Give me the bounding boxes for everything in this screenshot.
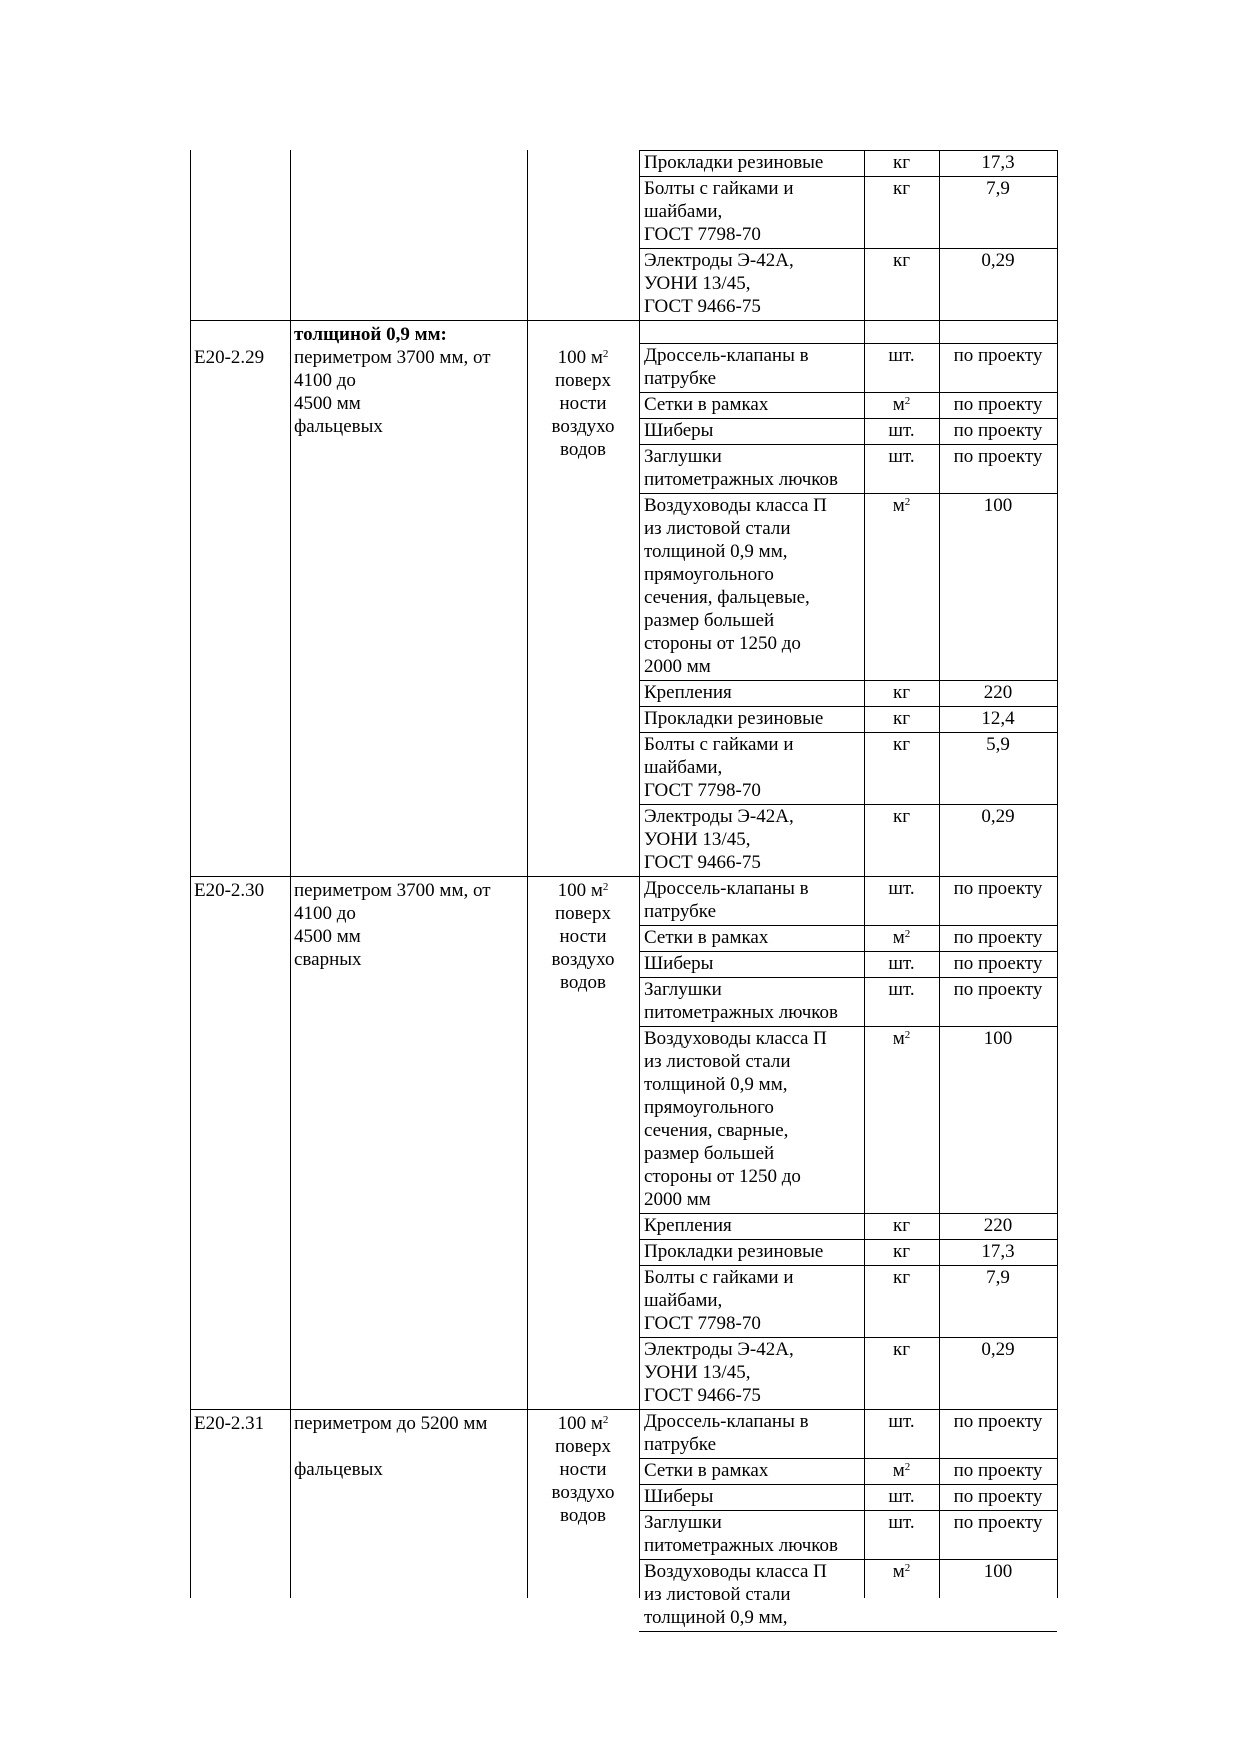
norm-unit-line: воздухо — [551, 416, 615, 437]
column-divider-unit — [639, 150, 640, 1598]
resource-name: Электроды Э-42А, — [644, 250, 794, 271]
norm-unit-line: поверх — [555, 1436, 611, 1457]
resource-name: УОНИ 13/45, — [644, 1362, 751, 1383]
resource-name: ГОСТ 7798-70 — [644, 1313, 761, 1334]
resource-quantity: 100 — [983, 495, 1013, 516]
resource-name: патрубке — [644, 368, 717, 389]
norm-unit-line: поверх — [555, 903, 611, 924]
resource-name: Воздуховоды класса П — [644, 1028, 827, 1049]
resource-unit: шт. — [888, 953, 915, 974]
resource-quantity: по проекту — [953, 953, 1043, 974]
norm-title-line: периметром до 5200 мм — [294, 1413, 488, 1434]
resource-quantity: по проекту — [953, 1486, 1043, 1507]
resource-name: толщиной 0,9 мм, — [644, 541, 788, 562]
norm-title-line: сварных — [294, 949, 362, 970]
resource-name: 2000 мм — [644, 656, 711, 677]
column-divider-measure — [939, 150, 940, 1598]
norm-unit-line: ности — [559, 926, 607, 947]
resource-name: Прокладки резиновые — [644, 708, 824, 729]
resource-quantity: 5,9 — [986, 734, 1010, 755]
norm-title-line: 4500 мм — [294, 393, 361, 414]
resource-unit: кг — [892, 178, 911, 199]
resource-name: толщиной 0,9 мм, — [644, 1074, 788, 1095]
resource-name: 2000 мм — [644, 1189, 711, 1210]
resource-name: из листовой стали — [644, 1051, 791, 1072]
resource-name: толщиной 0,9 мм, — [644, 1607, 788, 1628]
norm-code: Е20-2.30 — [194, 880, 265, 901]
resource-name: Сетки в рамках — [644, 394, 769, 415]
column-divider-resource — [864, 150, 865, 1598]
resource-quantity: 17,3 — [981, 152, 1015, 173]
resource-name: Воздуховоды класса П — [644, 1561, 827, 1582]
resource-unit: кг — [892, 734, 911, 755]
column-divider-code — [290, 150, 291, 1598]
resource-name: сечения, сварные, — [644, 1120, 789, 1141]
resource-unit: шт. — [888, 345, 915, 366]
resource-name: стороны от 1250 до — [644, 633, 801, 654]
resource-quantity: 17,3 — [981, 1241, 1015, 1262]
resource-name: Заглушки — [644, 979, 722, 1000]
resource-quantity: по проекту — [953, 1512, 1043, 1533]
resource-name: Прокладки резиновые — [644, 152, 824, 173]
norm-unit-line: 100 $м^2$ — [557, 880, 609, 901]
norm-code: Е20-2.31 — [194, 1413, 265, 1434]
resource-unit: кг — [892, 708, 911, 729]
resource-quantity: 220 — [983, 1215, 1013, 1236]
resource-name: Крепления — [644, 1215, 732, 1236]
resource-name: питометражных лючков — [644, 469, 839, 490]
norm-unit-line: водов — [560, 1505, 606, 1526]
table-border-right — [1057, 150, 1058, 1598]
resource-name: прямоугольного — [644, 564, 774, 585]
norm-title-line: 4500 мм — [294, 926, 361, 947]
resource-unit: кг — [892, 1215, 911, 1236]
resource-name: питометражных лючков — [644, 1002, 839, 1023]
resource-name: патрубке — [644, 901, 717, 922]
norm-unit-line: воздухо — [551, 1482, 615, 1503]
resource-quantity: по проекту — [953, 878, 1043, 899]
resource-name: Болты с гайками и — [644, 178, 794, 199]
resource-quantity: 0,29 — [981, 806, 1015, 827]
norm-unit-line: воздухо — [551, 949, 615, 970]
resource-name: Дроссель-клапаны в — [644, 1411, 809, 1432]
resource-unit: кг — [892, 152, 911, 173]
norm-unit-line: ности — [559, 1459, 607, 1480]
resource-unit: $м^2$ — [892, 1028, 911, 1049]
resource-name: прямоугольного — [644, 1097, 774, 1118]
resource-quantity: 220 — [983, 682, 1013, 703]
norm-unit-line: водов — [560, 972, 606, 993]
resource-unit: шт. — [888, 1512, 915, 1533]
resource-quantity: по проекту — [953, 420, 1043, 441]
resource-unit: шт. — [888, 979, 915, 1000]
resource-unit: шт. — [888, 878, 915, 899]
resource-quantity: по проекту — [953, 446, 1043, 467]
resource-name: Заглушки — [644, 446, 722, 467]
resource-name: ГОСТ 7798-70 — [644, 224, 761, 245]
resource-name: из листовой стали — [644, 518, 791, 539]
resource-name: Электроды Э-42А, — [644, 1339, 794, 1360]
resource-name: Сетки в рамках — [644, 1460, 769, 1481]
resource-name: Заглушки — [644, 1512, 722, 1533]
resource-name: из листовой стали — [644, 1584, 791, 1605]
resource-unit: кг — [892, 806, 911, 827]
resource-name: Шиберы — [644, 1486, 714, 1507]
resource-name: Болты с гайками и — [644, 734, 794, 755]
resource-name: УОНИ 13/45, — [644, 273, 751, 294]
resource-name: шайбами, — [644, 757, 723, 778]
resource-name: Дроссель-клапаны в — [644, 345, 809, 366]
resource-unit: $м^2$ — [892, 495, 911, 516]
norm-unit-line: водов — [560, 439, 606, 460]
resource-quantity: по проекту — [953, 927, 1043, 948]
resource-name: шайбами, — [644, 201, 723, 222]
resource-unit: $м^2$ — [892, 394, 911, 415]
resource-unit: шт. — [888, 446, 915, 467]
resource-quantity: 100 — [983, 1561, 1013, 1582]
norm-title-line: фальцевых — [294, 416, 383, 437]
norm-title-line: фальцевых — [294, 1459, 383, 1480]
resource-name: размер большей — [644, 610, 775, 631]
resource-unit: кг — [892, 1241, 911, 1262]
resource-quantity: по проекту — [953, 1460, 1043, 1481]
resource-unit: $м^2$ — [892, 927, 911, 948]
resource-name: ГОСТ 7798-70 — [644, 780, 761, 801]
resource-unit: кг — [892, 250, 911, 271]
resource-unit: кг — [892, 682, 911, 703]
resource-name: ГОСТ 9466-75 — [644, 852, 761, 873]
resource-unit: кг — [892, 1339, 911, 1360]
resource-name: стороны от 1250 до — [644, 1166, 801, 1187]
resource-unit: шт. — [888, 1411, 915, 1432]
resource-unit: $м^2$ — [892, 1460, 911, 1481]
norm-unit-line: поверх — [555, 370, 611, 391]
resource-name: Воздуховоды класса П — [644, 495, 827, 516]
resource-quantity: по проекту — [953, 1411, 1043, 1432]
resource-name: размер большей — [644, 1143, 775, 1164]
resource-name: сечения, фальцевые, — [644, 587, 810, 608]
resource-quantity: 12,4 — [981, 708, 1015, 729]
resource-quantity: 0,29 — [981, 250, 1015, 271]
norm-unit-line: ности — [559, 393, 607, 414]
resource-name: УОНИ 13/45, — [644, 829, 751, 850]
resource-quantity: по проекту — [953, 394, 1043, 415]
resource-name: Дроссель-клапаны в — [644, 878, 809, 899]
resource-name: шайбами, — [644, 1290, 723, 1311]
group-heading: толщиной 0,9 мм: — [294, 324, 447, 345]
norm-unit-line: 100 $м^2$ — [557, 347, 609, 368]
norm-title-line: периметром 3700 мм, от — [294, 880, 491, 901]
resource-name: Электроды Э-42А, — [644, 806, 794, 827]
resource-name: Сетки в рамках — [644, 927, 769, 948]
group-separator — [190, 320, 1057, 321]
resource-quantity: по проекту — [953, 345, 1043, 366]
resource-unit: $м^2$ — [892, 1561, 911, 1582]
resource-name: Шиберы — [644, 953, 714, 974]
norm-title-line: 4100 до — [294, 370, 356, 391]
resource-quantity: по проекту — [953, 979, 1043, 1000]
resource-name: Крепления — [644, 682, 732, 703]
resource-name: ГОСТ 9466-75 — [644, 296, 761, 317]
resource-name: питометражных лючков — [644, 1535, 839, 1556]
resource-quantity: 7,9 — [986, 1267, 1010, 1288]
resource-name: ГОСТ 9466-75 — [644, 1385, 761, 1406]
table-border-left — [190, 150, 191, 1598]
norm-title-line: периметром 3700 мм, от — [294, 347, 491, 368]
resource-unit: шт. — [888, 420, 915, 441]
resource-quantity: 100 — [983, 1028, 1013, 1049]
resource-quantity: 7,9 — [986, 178, 1010, 199]
resource-quantity: 0,29 — [981, 1339, 1015, 1360]
resource-unit: шт. — [888, 1486, 915, 1507]
norm-title-line: 4100 до — [294, 903, 356, 924]
norm-code: Е20-2.29 — [194, 347, 265, 368]
norm-unit-line: 100 $м^2$ — [557, 1413, 609, 1434]
resource-name: Болты с гайками и — [644, 1267, 794, 1288]
resource-name: Прокладки резиновые — [644, 1241, 824, 1262]
resource-name: патрубке — [644, 1434, 717, 1455]
resource-name: Шиберы — [644, 420, 714, 441]
resource-row-border — [639, 1631, 1057, 1632]
resource-unit: кг — [892, 1267, 911, 1288]
